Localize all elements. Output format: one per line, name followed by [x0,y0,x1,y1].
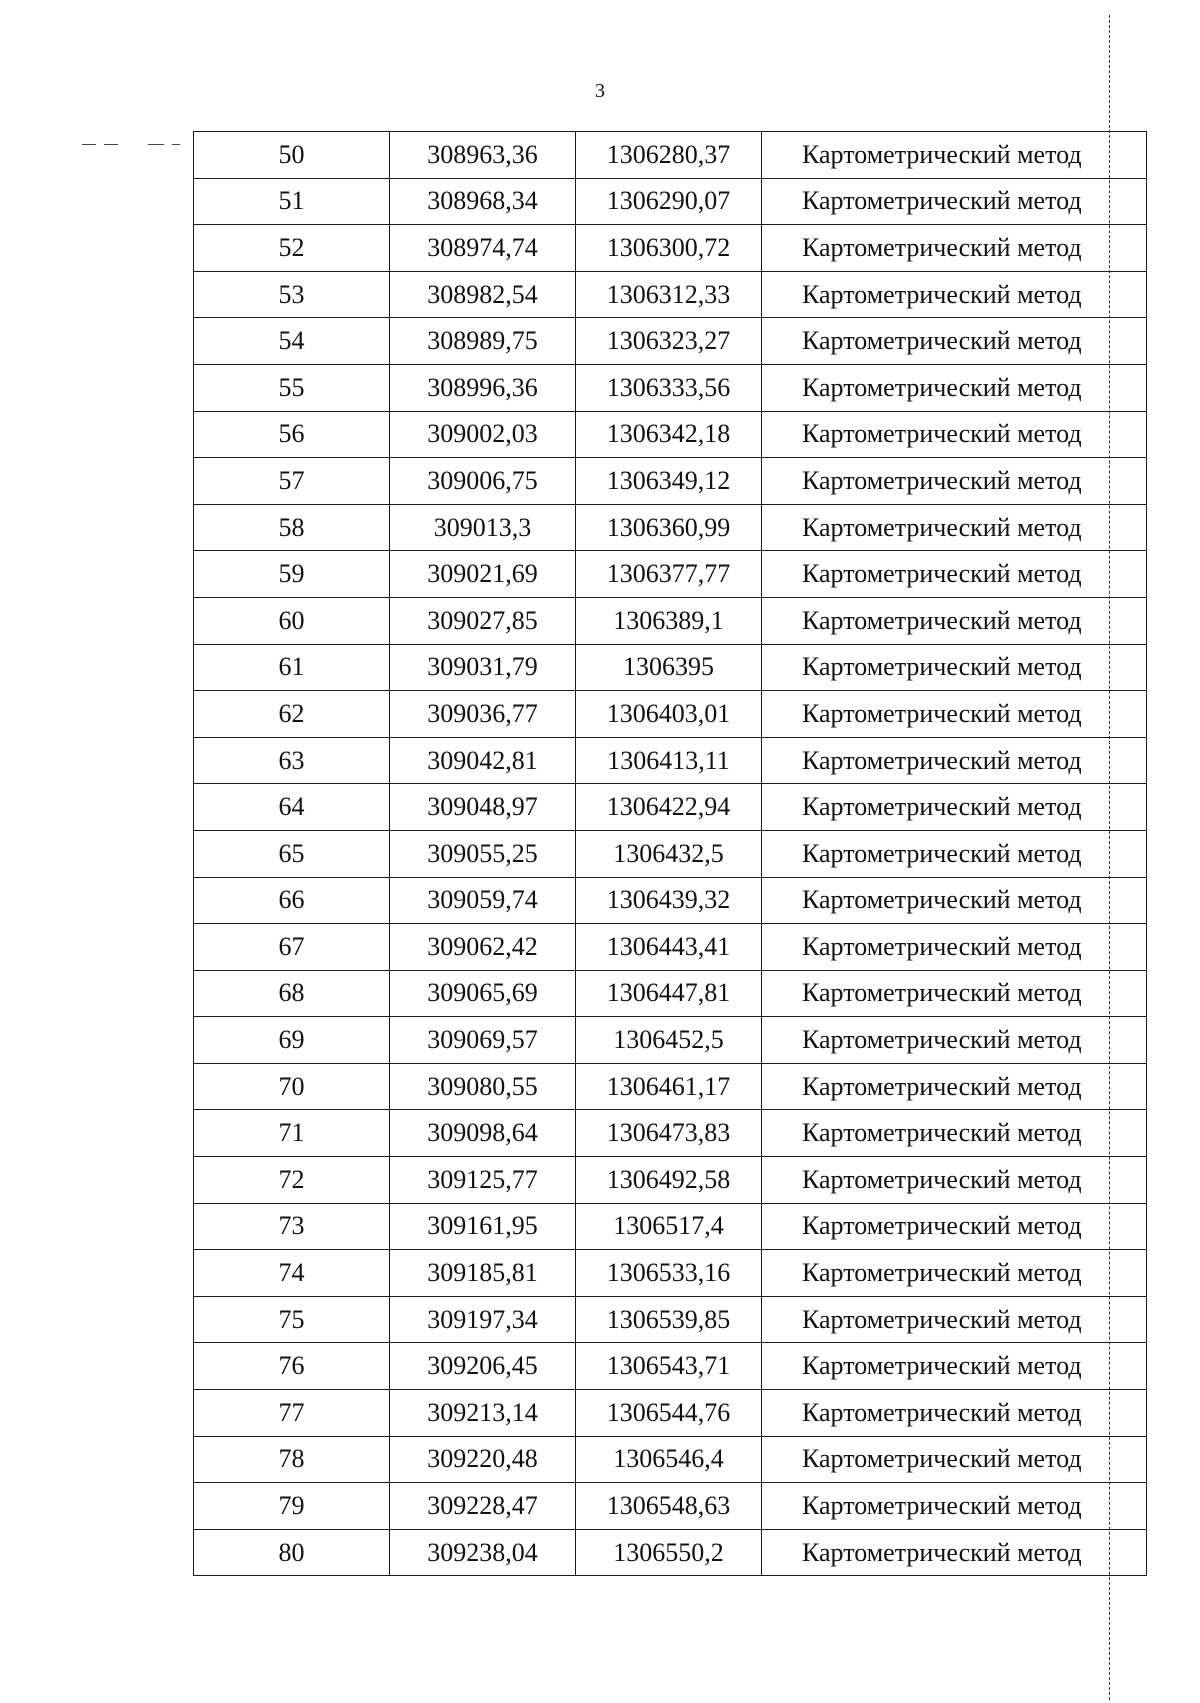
y-coordinate-cell: 1306280,37 [576,132,762,179]
method-cell: Картометрический метод [762,1390,1147,1437]
method-cell: Картометрический метод [762,178,1147,225]
method-cell: Картометрический метод [762,1017,1147,1064]
point-number-cell: 68 [194,970,390,1017]
method-cell: Картометрический метод [762,597,1147,644]
y-coordinate-cell: 1306290,07 [576,178,762,225]
x-coordinate-cell: 309238,04 [390,1529,576,1576]
method-cell: Картометрический метод [762,132,1147,179]
y-coordinate-cell: 1306517,4 [576,1203,762,1250]
point-number-cell: 56 [194,411,390,458]
table-row [194,830,1147,877]
method-cell: Картометрический метод [762,551,1147,598]
x-coordinate-cell: 309062,42 [390,924,576,971]
y-coordinate-cell: 1306300,72 [576,225,762,272]
table-row [194,225,1147,272]
y-coordinate-cell: 1306395 [576,644,762,691]
point-number-cell: 58 [194,504,390,551]
x-coordinate-cell: 308968,34 [390,178,576,225]
method-cell: Картометрический метод [762,1063,1147,1110]
table-row [194,691,1147,738]
y-coordinate-cell: 1306543,71 [576,1343,762,1390]
method-cell: Картометрический метод [762,924,1147,971]
table-row [194,504,1147,551]
point-number-cell: 61 [194,644,390,691]
method-cell: Картометрический метод [762,225,1147,272]
method-cell: Картометрический метод [762,1296,1147,1343]
x-coordinate-cell: 309021,69 [390,551,576,598]
point-number-cell: 64 [194,784,390,831]
table-row [194,178,1147,225]
scan-mark [104,144,118,145]
y-coordinate-cell: 1306389,1 [576,597,762,644]
method-cell: Картометрический метод [762,1203,1147,1250]
y-coordinate-cell: 1306432,5 [576,830,762,877]
method-cell: Картометрический метод [762,737,1147,784]
x-coordinate-cell: 309059,74 [390,877,576,924]
point-number-cell: 67 [194,924,390,971]
y-coordinate-cell: 1306550,2 [576,1529,762,1576]
point-number-cell: 59 [194,551,390,598]
table-row [194,1390,1147,1437]
point-number-cell: 80 [194,1529,390,1576]
x-coordinate-cell: 309069,57 [390,1017,576,1064]
y-coordinate-cell: 1306349,12 [576,458,762,505]
y-coordinate-cell: 1306342,18 [576,411,762,458]
method-cell: Картометрический метод [762,458,1147,505]
y-coordinate-cell: 1306546,4 [576,1436,762,1483]
x-coordinate-cell: 309185,81 [390,1250,576,1297]
method-cell: Картометрический метод [762,1436,1147,1483]
method-cell: Картометрический метод [762,1157,1147,1204]
table-row [194,1529,1147,1576]
point-number-cell: 52 [194,225,390,272]
method-cell: Картометрический метод [762,644,1147,691]
x-coordinate-cell: 309206,45 [390,1343,576,1390]
point-number-cell: 55 [194,364,390,411]
method-cell: Картометрический метод [762,784,1147,831]
table-row [194,364,1147,411]
x-coordinate-cell: 309048,97 [390,784,576,831]
point-number-cell: 70 [194,1063,390,1110]
x-coordinate-cell: 309065,69 [390,970,576,1017]
point-number-cell: 65 [194,830,390,877]
point-number-cell: 63 [194,737,390,784]
x-coordinate-cell: 308963,36 [390,132,576,179]
table-row [194,784,1147,831]
table-row [194,1343,1147,1390]
point-number-cell: 76 [194,1343,390,1390]
y-coordinate-cell: 1306439,32 [576,877,762,924]
method-cell: Картометрический метод [762,691,1147,738]
page-number: 3 [595,80,605,102]
x-coordinate-cell: 309013,3 [390,504,576,551]
point-number-cell: 62 [194,691,390,738]
method-cell: Картометрический метод [762,411,1147,458]
method-cell: Картометрический метод [762,1250,1147,1297]
table-row [194,411,1147,458]
x-coordinate-cell: 308982,54 [390,271,576,318]
table-row [194,271,1147,318]
method-cell: Картометрический метод [762,830,1147,877]
y-coordinate-cell: 1306323,27 [576,318,762,365]
coordinates-table [193,131,1147,1576]
table-row [194,644,1147,691]
scan-mark [148,144,164,145]
x-coordinate-cell: 309031,79 [390,644,576,691]
point-number-cell: 78 [194,1436,390,1483]
y-coordinate-cell: 1306422,94 [576,784,762,831]
table-row [194,458,1147,505]
coordinates-table-body [194,132,1147,1576]
method-cell: Картометрический метод [762,318,1147,365]
point-number-cell: 79 [194,1483,390,1530]
point-number-cell: 71 [194,1110,390,1157]
x-coordinate-cell: 309036,77 [390,691,576,738]
method-cell: Картометрический метод [762,877,1147,924]
x-coordinate-cell: 309055,25 [390,830,576,877]
x-coordinate-cell: 309027,85 [390,597,576,644]
point-number-cell: 57 [194,458,390,505]
table-row [194,1110,1147,1157]
y-coordinate-cell: 1306413,11 [576,737,762,784]
table-row [194,877,1147,924]
x-coordinate-cell: 309220,48 [390,1436,576,1483]
method-cell: Картометрический метод [762,970,1147,1017]
table-row [194,597,1147,644]
table-row [194,1296,1147,1343]
y-coordinate-cell: 1306360,99 [576,504,762,551]
y-coordinate-cell: 1306377,77 [576,551,762,598]
table-row [194,551,1147,598]
table-row [194,318,1147,365]
x-coordinate-cell: 309125,77 [390,1157,576,1204]
table-row [194,132,1147,179]
y-coordinate-cell: 1306544,76 [576,1390,762,1437]
table-row [194,924,1147,971]
x-coordinate-cell: 309213,14 [390,1390,576,1437]
y-coordinate-cell: 1306492,58 [576,1157,762,1204]
y-coordinate-cell: 1306443,41 [576,924,762,971]
y-coordinate-cell: 1306461,17 [576,1063,762,1110]
table-row [194,1063,1147,1110]
point-number-cell: 66 [194,877,390,924]
table-row [194,1203,1147,1250]
table-row [194,1250,1147,1297]
x-coordinate-cell: 308974,74 [390,225,576,272]
point-number-cell: 51 [194,178,390,225]
x-coordinate-cell: 309002,03 [390,411,576,458]
point-number-cell: 77 [194,1390,390,1437]
x-coordinate-cell: 309161,95 [390,1203,576,1250]
scan-mark [172,144,180,145]
x-coordinate-cell: 309228,47 [390,1483,576,1530]
point-number-cell: 75 [194,1296,390,1343]
y-coordinate-cell: 1306533,16 [576,1250,762,1297]
method-cell: Картометрический метод [762,1110,1147,1157]
table-row [194,1436,1147,1483]
table-row [194,737,1147,784]
table-row [194,970,1147,1017]
point-number-cell: 74 [194,1250,390,1297]
y-coordinate-cell: 1306539,85 [576,1296,762,1343]
y-coordinate-cell: 1306473,83 [576,1110,762,1157]
x-coordinate-cell: 309042,81 [390,737,576,784]
y-coordinate-cell: 1306447,81 [576,970,762,1017]
scan-mark [82,144,96,145]
method-cell: Картометрический метод [762,504,1147,551]
method-cell: Картометрический метод [762,1483,1147,1530]
method-cell: Картометрический метод [762,1529,1147,1576]
point-number-cell: 73 [194,1203,390,1250]
y-coordinate-cell: 1306333,56 [576,364,762,411]
x-coordinate-cell: 309006,75 [390,458,576,505]
method-cell: Картометрический метод [762,1343,1147,1390]
point-number-cell: 54 [194,318,390,365]
point-number-cell: 53 [194,271,390,318]
x-coordinate-cell: 308996,36 [390,364,576,411]
method-cell: Картометрический метод [762,271,1147,318]
point-number-cell: 60 [194,597,390,644]
point-number-cell: 50 [194,132,390,179]
point-number-cell: 69 [194,1017,390,1064]
y-coordinate-cell: 1306548,63 [576,1483,762,1530]
x-coordinate-cell: 309098,64 [390,1110,576,1157]
y-coordinate-cell: 1306452,5 [576,1017,762,1064]
x-coordinate-cell: 309197,34 [390,1296,576,1343]
table-row [194,1157,1147,1204]
y-coordinate-cell: 1306403,01 [576,691,762,738]
method-cell: Картометрический метод [762,364,1147,411]
x-coordinate-cell: 309080,55 [390,1063,576,1110]
table-row [194,1017,1147,1064]
x-coordinate-cell: 308989,75 [390,318,576,365]
table-row [194,1483,1147,1530]
point-number-cell: 72 [194,1157,390,1204]
y-coordinate-cell: 1306312,33 [576,271,762,318]
